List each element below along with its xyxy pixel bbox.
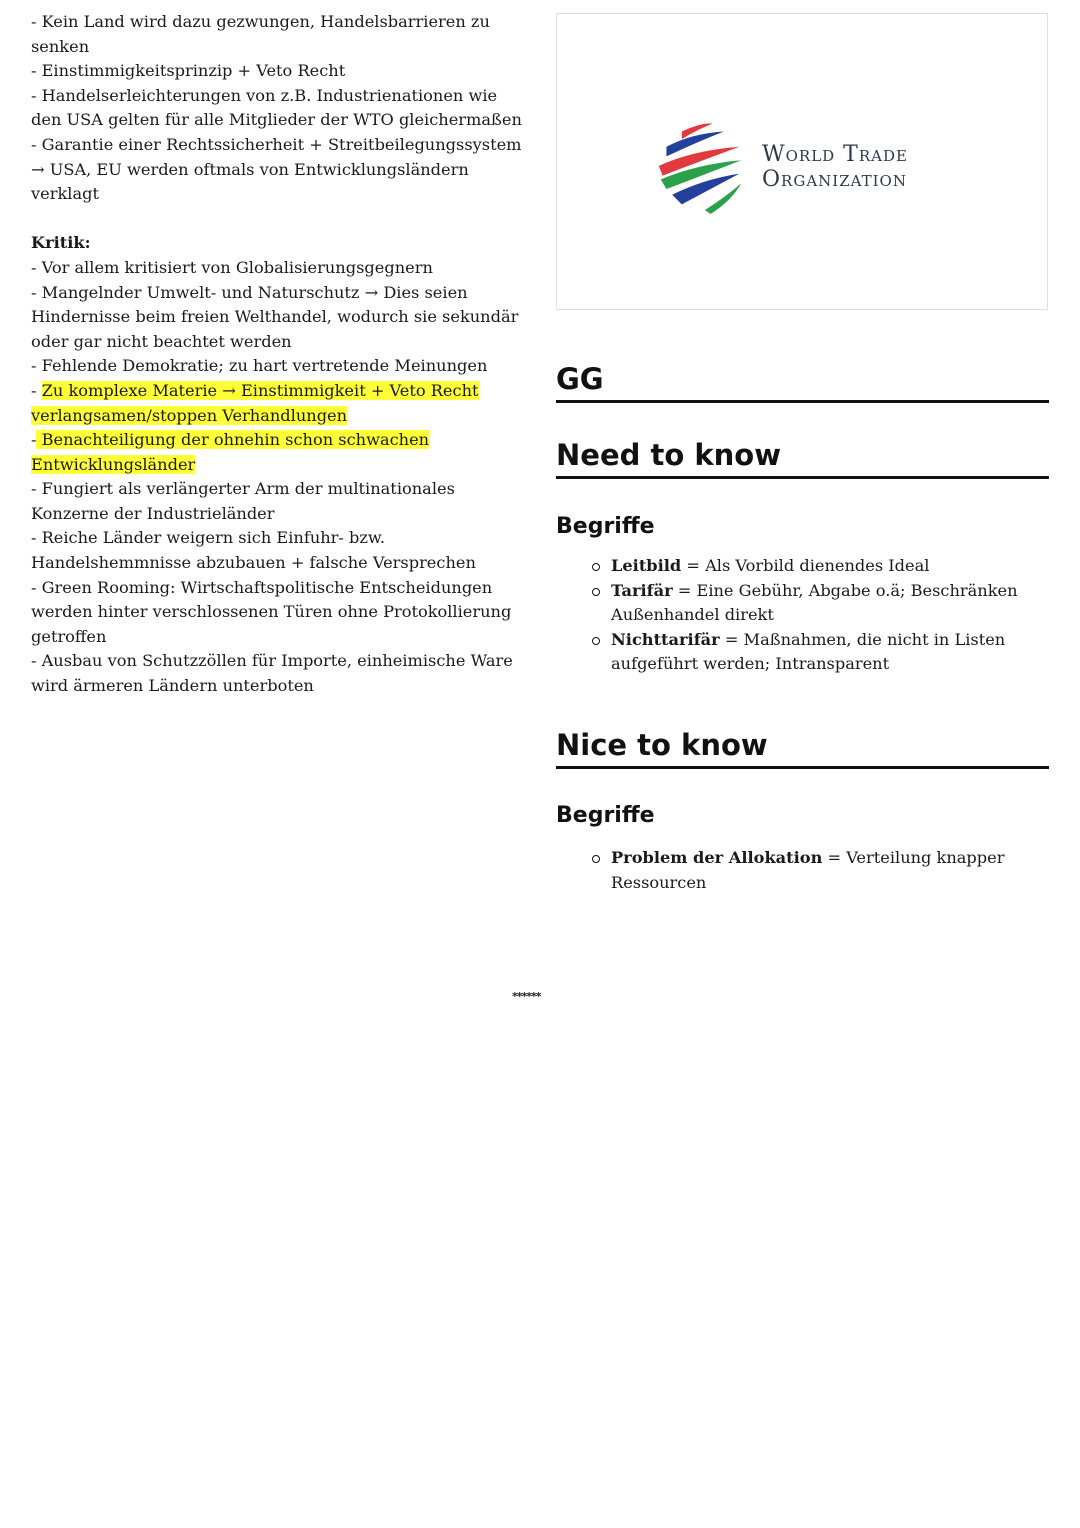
pro-item: - Kein Land wird dazu gezwungen, Handelsbarrieren zu senken (31, 12, 490, 56)
heading-begriffe: Begriffe (556, 514, 655, 539)
kritik-item-highlighted (31, 428, 529, 477)
heading-gg: GG (556, 362, 1049, 403)
terms-list (556, 554, 1049, 677)
pro-item: - Handelserleichterungen von z.B. Industrienationen wie den USA gelten für alle Mitglieder der WTO gleichermaßen (31, 85, 522, 130)
kritik-heading: Kritik: (31, 233, 91, 253)
separator: ****** (512, 990, 541, 1003)
logo-line: World Trade (762, 142, 908, 167)
dash: - (31, 430, 37, 450)
pro-item: - Einstimmigkeitsprinzip + Veto Recht (31, 61, 346, 81)
list-item: Nichttarifär = Maßnahmen, die nicht in Listen aufgeführt werden; Intransparent (611, 628, 1049, 677)
heading-need-to-know: Need to know (556, 438, 1049, 479)
dash: - (31, 380, 42, 400)
kritik-item: - Vor allem kritisiert von Globalisierungsgegnern (31, 257, 433, 277)
list-item: Problem der Allokation = Verteilung knapper Ressourcen (611, 846, 1049, 895)
wto-logo-icon (653, 118, 749, 214)
logo-line: Organization (762, 167, 907, 192)
list-item: Leitbild = Als Vorbild dienendes Ideal (611, 554, 1049, 579)
list-item: Tarifär = Eine Gebühr, Abgabe o.ä; Beschränken Außenhandel direkt (611, 579, 1049, 628)
terms-list (556, 846, 1049, 895)
kritik-item: - Ausbau von Schutzzöllen für Importe, einheimische Ware wird ärmeren Ländern unterboten (31, 651, 513, 696)
wto-logo-text (762, 142, 908, 192)
highlight: Benachteiligung der ohnehin schon schwachen Entwicklungsländer (31, 430, 430, 474)
kritik-item-highlighted (31, 379, 529, 428)
kritik-item: - Green Rooming: Wirtschaftspolitische Entscheidungen werden hinter verschlossenen Türen ohne Protokollierung getroffen (31, 577, 512, 646)
heading-nice-to-know: Nice to know (556, 728, 1049, 769)
kritik-item: - Mangelnder Umwelt- und Naturschutz → Dies seien Hindernisse beim freien Welthandel, wodurch sie sekundär oder gar nicht beachtet werden (31, 282, 519, 351)
kritik-item: - Fehlende Demokratie; zu hart vertretende Meinungen (31, 356, 488, 376)
highlight: Zu komplexe Materie → Einstimmigkeit + Veto Recht verlangsamen/stoppen Verhandlungen (31, 380, 479, 425)
kritik-item: - Reiche Länder weigern sich Einfuhr- bzw. Handelshemmnisse abzubauen + falsche Versprechen (31, 528, 476, 573)
kritik-item: - Fungiert als verlängerter Arm der multinationales Konzerne der Industrieländer (31, 479, 455, 523)
wto-logo-box (556, 13, 1048, 310)
left-column (31, 10, 529, 699)
pro-item: - Garantie einer Rechtssicherheit + Streitbeilegungssystem → USA, EU werden oftmals von Entwicklungsländern verklagt (31, 134, 522, 204)
heading-begriffe: Begriffe (556, 803, 655, 828)
